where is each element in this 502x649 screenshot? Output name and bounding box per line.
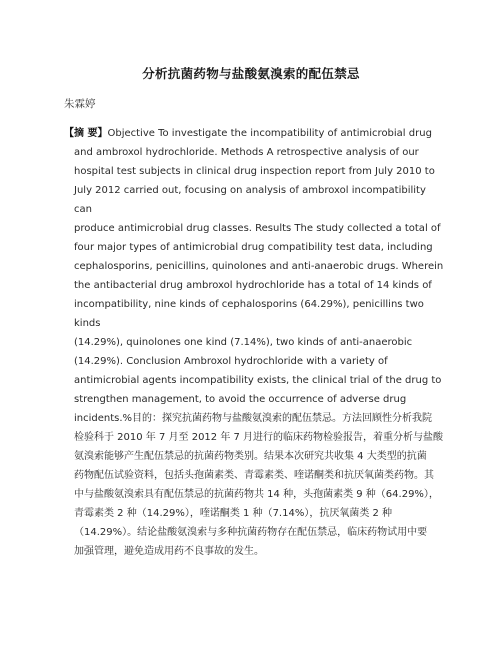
- abstract-line: hospital test subjects in clinical drug inspection report from July 2010 to: [74, 166, 435, 177]
- abstract-line: (14.29%), quinolones one kind (7.14%), two kinds of anti-anaerobic: [74, 337, 413, 348]
- abstract-line: antimicrobial agents incompatibility exists, the clinical trial of the drug to: [74, 375, 442, 386]
- abstract-line: 青霉素类 2 种（14.29%），喹诺酮类 1 种（7.14%），抗厌氧菌类 2 种: [74, 508, 393, 519]
- abstract-label: 【摘 要】: [64, 128, 108, 139]
- abstract-line: 药物配伍试验资料，包括头孢菌素类、青霉素类、喹诺酮类和抗厌氧菌类药物。其: [74, 470, 434, 481]
- abstract-line: 中与盐酸氨溴索具有配伍禁忌的抗菌药物共 14 种，头孢菌素类 9 种（64.29%），: [74, 489, 439, 500]
- abstract-line-text: Objective To investigate the incompatibility of antimicrobial drug: [107, 128, 432, 139]
- abstract-line: July 2012 carried out, focusing on analysis of ambroxol incompatibility can: [74, 185, 426, 215]
- abstract-line: （14.29%）。结论盐酸氨溴索与多种抗菌药物存在配伍禁忌，临床药物试用中要: [74, 527, 428, 538]
- abstract-line-1: [64, 124, 444, 143]
- abstract-line: 检验科于 2010 年 7 月至 2012 年 7 月进行的临床药物检验报告，着重分析与盐酸: [74, 432, 444, 443]
- abstract-line: the antibacterial drug ambroxol hydrochloride has a total of 14 kinds of: [74, 280, 432, 291]
- abstract: [64, 124, 444, 561]
- abstract-line: cephalosporins, penicillins, quinolones and anti-anaerobic drugs. Wherein: [74, 261, 444, 272]
- abstract-line: produce antimicrobial drug classes. Results The study collected a total of: [74, 223, 441, 234]
- abstract-line: 氨溴索能够产生配伍禁忌的抗菌药物类别。结果本次研究共收集 4 大类型的抗菌: [74, 451, 427, 462]
- page-title: 分析抗菌药物与盐酸氨溴索的配伍禁忌: [142, 66, 360, 81]
- abstract-line: incompatibility, nine kinds of cephalosporins (64.29%), penicillins two kinds: [74, 299, 424, 329]
- author-name: 朱霖婷: [64, 98, 96, 110]
- abstract-line: 加强管理，避免造成用药不良事故的发生。: [74, 546, 264, 557]
- abstract-line: incidents.%目的：探究抗菌药物与盐酸氨溴索的配伍禁忌。方法回顾性分析我院: [74, 413, 433, 424]
- abstract-line: strengthen management, to avoid the occurrence of adverse drug: [74, 394, 407, 405]
- abstract-line: and ambroxol hydrochloride. Methods A retrospective analysis of our: [74, 147, 419, 158]
- abstract-line: four major types of antimicrobial drug compatibility test data, including: [74, 242, 433, 253]
- abstract-line: (14.29%). Conclusion Ambroxol hydrochloride with a variety of: [74, 356, 388, 367]
